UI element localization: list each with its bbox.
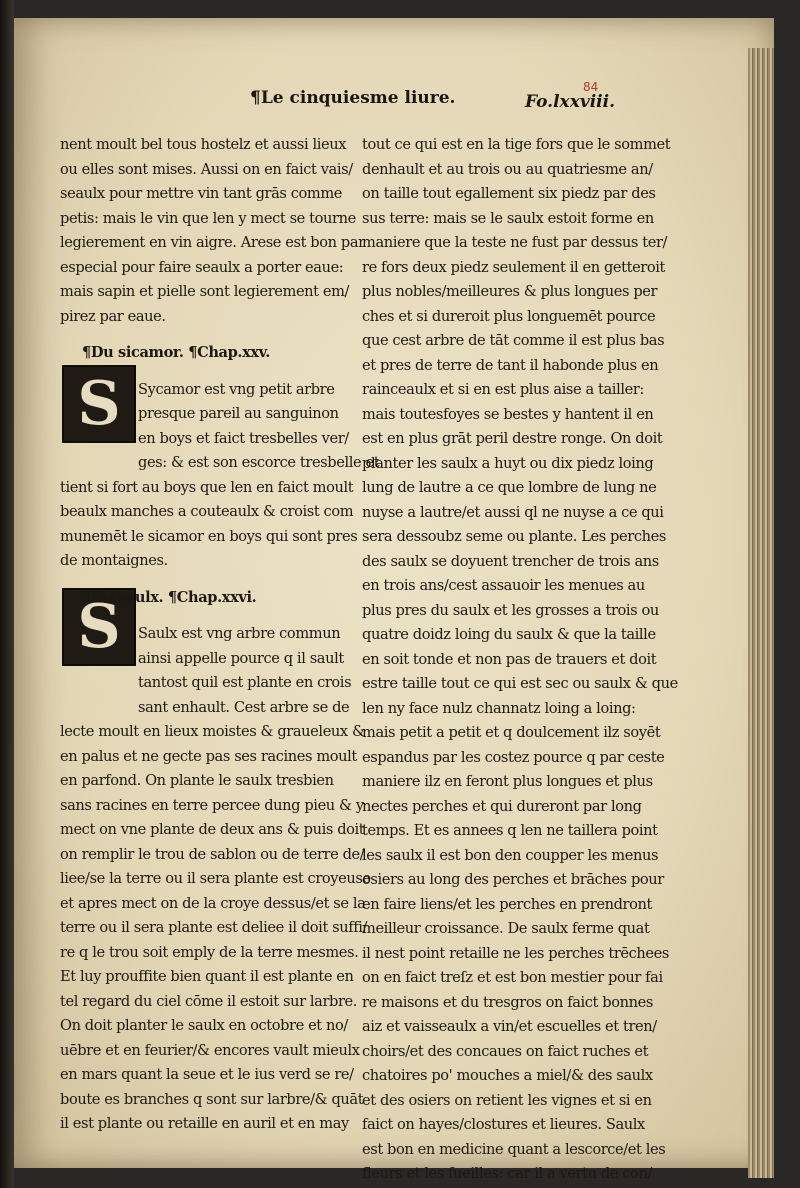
- text-line: nent moult bel tous hostelz et aussi lieux: [60, 136, 347, 153]
- text-line: nectes perches et qui dureront par long: [362, 797, 642, 815]
- text-line: Saulx est vng arbre commun: [138, 625, 341, 642]
- text-line: boute es branches q sont sur larbre/& quāt: [60, 1090, 364, 1108]
- text-line: legierement en vin aigre. Arese est bon par: [60, 234, 365, 251]
- text-line: denhault et au trois ou au quatriesme an/: [362, 160, 653, 178]
- text-line: meilleur croissance. De saulx ferme quat: [362, 920, 650, 937]
- text-line: plus pres du saulx et les grosses a trois ou: [362, 601, 659, 619]
- text-line: sans racines en terre percee dung pieu & y: [60, 796, 364, 814]
- text-line: len ny face nulz channatz loing a loing:: [362, 699, 636, 717]
- text-line: osiers au long des perches et brāches pour: [362, 871, 664, 888]
- running-title: ¶Le cinquiesme liure.: [250, 88, 456, 108]
- text-line: re q le trou soit emply de la terre mesmes.: [60, 943, 359, 961]
- text-line: espandus par les costez pource q par ceste: [362, 748, 665, 766]
- text-line: et des osiers on retient les vignes et si en: [362, 1091, 652, 1109]
- book-spine: [0, 0, 14, 1188]
- text-line: planter les saulx a huyt ou dix piedz loing: [362, 454, 654, 472]
- text-line: re maisons et du tresgros on faict bonnes: [362, 993, 653, 1011]
- text-line: re fors deux piedz seulement il en getteroit: [362, 258, 665, 276]
- text-line: tient si fort au boys que len en faict moult: [60, 478, 354, 496]
- text-line: tel regard du ciel cōme il estoit sur larbre.: [60, 992, 358, 1010]
- text-line: en palus et ne gecte pas ses racines moult: [60, 747, 357, 765]
- text-line: sera dessoubz seme ou plante. Les perches: [362, 528, 666, 545]
- text-line: aiz et vaisseaulx a vin/et escuelles et tren/: [362, 1018, 657, 1035]
- text-line: en faire liens/et les perches en prendront: [362, 895, 652, 913]
- text-line: especial pour faire seaulx a porter eaue:: [60, 258, 344, 276]
- text-line: mais toutesfoyes se bestes y hantent il en: [362, 405, 654, 423]
- text-line: On doit planter le saulx en octobre et no/: [60, 1017, 348, 1034]
- text-line: beaulx manches a couteaulx & croist com: [60, 503, 354, 520]
- page-edges: [748, 48, 774, 1178]
- text-line: sus terre: mais se le saulx estoit forme en: [362, 209, 654, 227]
- text-line: mect on vne plante de deux ans & puis doit: [60, 821, 365, 838]
- text-line: liee/se la terre ou il sera plante est croyeuse: [60, 870, 371, 887]
- chapter-heading: ¶Du saulx. ¶Chap.xxvi.: [82, 588, 257, 606]
- text-line: en mars quant la seue et le ius verd se re/: [60, 1066, 354, 1083]
- text-line: tantost quil est plante en crois: [138, 674, 352, 691]
- text-line: estre taille tout ce qui est sec ou saulx & que: [362, 675, 678, 692]
- text-line: et pres de terre de tant il habonde plus en: [362, 356, 659, 374]
- text-line: chatoires po' mouches a miel/& des saulx: [362, 1067, 653, 1084]
- text-line: uēbre et en feurier/& encores vault mieulx: [60, 1041, 360, 1059]
- text-line: fleurs et les fueilles: car il a vertu de con/: [362, 1165, 652, 1182]
- text-line: ou elles sont mises. Aussi on en faict vais/: [60, 160, 353, 178]
- text-line: maniere ilz en feront plus longues et plus: [362, 773, 653, 790]
- text-line: maniere que la teste ne fust par dessus ter/: [362, 234, 668, 251]
- text-line: mais petit a petit et q doulcement ilz soyēt: [362, 724, 661, 741]
- right-text-column: [362, 133, 678, 1187]
- decorated-initial-letter: S: [62, 365, 136, 443]
- text-line: terre ou il sera plante est deliee il doit suffi/: [60, 919, 368, 936]
- text-line: ches et si dureroit plus longuemēt pource: [362, 307, 656, 325]
- text-line: munemēt le sicamor en boys qui sont pres: [60, 527, 358, 545]
- text-line: on remplir le trou de sablon ou de terre de/: [60, 845, 365, 863]
- left-text-column: [60, 133, 380, 1137]
- text-line: rainceaulx et si en est plus aise a tailler:: [362, 381, 644, 398]
- text-line: lecte moult en lieux moistes & graueleux &: [60, 723, 365, 740]
- handwritten-page-number: 84: [583, 80, 599, 94]
- text-line: pirez par eaue.: [60, 307, 166, 325]
- text-line: sant enhault. Cest arbre se de: [138, 698, 350, 716]
- text-line: est bon en medicine quant a lescorce/et les: [362, 1140, 666, 1158]
- text-line: presque pareil au sanguinon: [138, 405, 339, 422]
- text-line: lung de lautre a ce que lombre de lung ne: [362, 479, 657, 496]
- text-line: plus nobles/meilleures & plus longues per: [362, 283, 658, 300]
- text-line: faict on hayes/clostures et lieures. Saulx: [362, 1116, 645, 1133]
- text-line: ainsi appelle pource q il sault: [138, 649, 344, 667]
- text-line: il nest point retaille ne les perches trēchees: [362, 944, 669, 962]
- text-line: seaulx pour mettre vin tant grās comme: [60, 185, 342, 202]
- text-line: tout ce qui est en la tige fors que le sommet: [362, 136, 671, 153]
- text-line: en trois ans/cest assauoir les menues au: [362, 577, 645, 594]
- text-line: en parfond. On plante le saulx tresbien: [60, 772, 334, 789]
- text-line: mais sapin et pielle sont legierement em/: [60, 283, 350, 300]
- text-line: et apres mect on de la croye dessus/et se la: [60, 894, 366, 912]
- text-line: petis: mais le vin que len y mect se tourne: [60, 209, 356, 227]
- text-line: nuyse a lautre/et aussi ql ne nuyse a ce qui: [362, 503, 664, 521]
- text-line: quatre doidz loing du saulx & que la taille: [362, 626, 656, 643]
- chapter-heading: ¶Du sicamor. ¶Chap.xxv.: [82, 344, 270, 361]
- text-line: temps. Et es annees q len ne taillera point: [362, 822, 658, 839]
- text-line: on en faict treſz et est bon mestier pour fai: [362, 969, 663, 986]
- text-line: les saulx il est bon den coupper les menus: [362, 846, 659, 864]
- text-line: Sycamor est vng petit arbre: [138, 380, 335, 398]
- text-line: Et luy prouffite bien quant il est plante en: [60, 968, 354, 985]
- folio-number: Fo.lxxviii.: [525, 92, 615, 112]
- text-line: il est plante ou retaille en auril et en may: [60, 1115, 349, 1132]
- text-line: en boys et faict tresbelles ver/: [138, 429, 349, 447]
- text-line: de montaignes.: [60, 552, 168, 569]
- text-line: on taille tout egallement six piedz par des: [362, 185, 656, 202]
- text-line: des saulx se doyuent trencher de trois ans: [362, 552, 659, 570]
- text-line: est en plus grāt peril destre ronge. On doit: [362, 430, 663, 447]
- text-line: en soit tonde et non pas de trauers et doit: [362, 650, 657, 668]
- text-line: ges: & est son escorce tresbelle et: [138, 454, 380, 471]
- text-line: que cest arbre de tāt comme il est plus bas: [362, 332, 665, 349]
- text-line: choirs/et des concaues on faict ruches et: [362, 1042, 649, 1060]
- decorated-initial-letter: S: [62, 588, 136, 666]
